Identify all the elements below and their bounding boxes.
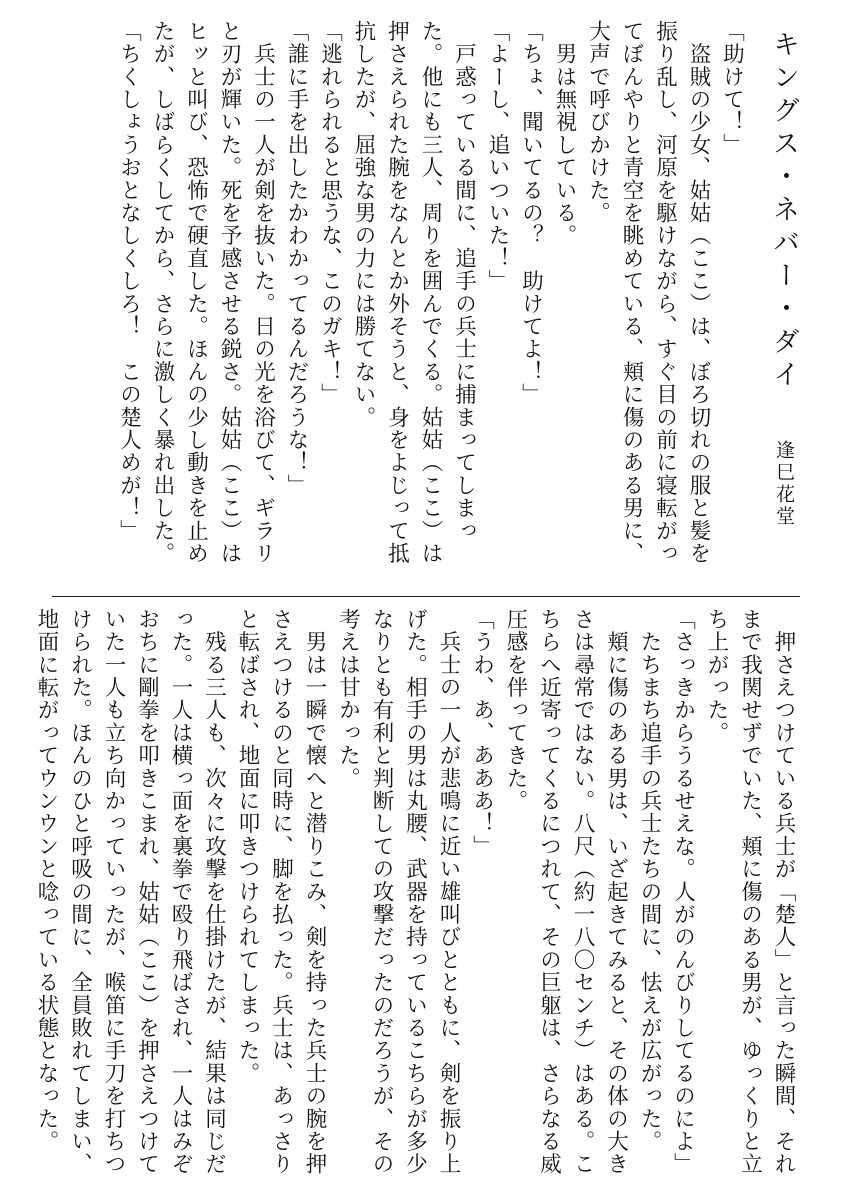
paragraph: 兵士の一人が剣を抜いた。日の光を浴びて、ギラリと刃が輝いた。死を予感させる鋭さ。姑姑（ここ）はヒッと叫び、恐怖で硬直した。ほんの少し動きを止めたが、しばらくしてから、さらに激しく暴れ出した。 (150, 20, 276, 565)
paragraph: 「逃れられると思うな、このガキ！」 (317, 20, 343, 406)
lower-section (34, 608, 800, 1178)
paragraph: 残る三人も、次々に攻撃を仕掛けたが、結果は同じだった。一人は横っ面を裏拳で殴り飛ばされ、一人はみぞおちに剛拳を叩きこまれ、姑姑（ここ）を押さえつけていた一人も立ち向かっていったが、喉笛に手刀を打ちつけられた。ほんのひと呼吸の間に、全員敗れてしまい、地面に転がってウンウンと唸っている状態となった。 (34, 608, 227, 1176)
paragraph: 盗賊の少女、姑姑（ここ）は、ぼろ切れの服と髪を振り乱し、河原を駆けながら、すぐ目の前に寝転がってぼんやりと青空を眺めている、頬に傷のある男に、大声で呼びかけた。 (585, 20, 711, 565)
paragraph: 「さっきからうるせえな。人がのんびりしてるのによ」 (670, 608, 696, 1176)
upper-section (60, 20, 800, 585)
author-name: 逢巳花堂 (773, 440, 795, 528)
paragraph: 「うわ、あ、あああ！」 (469, 608, 495, 858)
paragraph: 頬に傷のある男は、いざ起きてみると、その体の大きさは尋常ではない。八尺（約一八〇センチ）はある。こちらへ近寄ってくるにつれて、その巨躯は、さらなる威圧感を伴ってきた。 (503, 608, 629, 1176)
paragraph: 「誰に手を出したかわかってるんだろうな！」 (284, 20, 309, 497)
paragraph: 「ちょ、聞いてるの？ 助けてよ！」 (518, 20, 544, 406)
paragraph: 「ちくしょうおとなしくしろ！ この楚人めが！」 (116, 20, 142, 543)
paragraph: 兵士の一人が悲鳴に近い雄叫びとともに、剣を振り上げた。相手の男は丸腰、武器を持っているこちらが多少なりとも有利と判断しての攻撃だったのだろうが、その考えは甘かった。 (335, 608, 461, 1176)
paragraph: 戸惑っている間に、追手の兵士に捕まってしまった。他にも三人、周りを囲んでくる。姑姑（ここ）は押さえられた腕をなんとか外そうと、身をよじって抵抗したが、屈強な男の力には勝てない。 (351, 20, 477, 565)
paragraph: 「助けて！」 (719, 20, 745, 157)
paragraph: 押さえつけている兵士が「楚人」と言った瞬間、それまで我関せずでいた、頬に傷のある男が、ゆっくりと立ち上がった。 (704, 608, 796, 1176)
section-divider (52, 596, 800, 597)
paragraph: 男は一瞬で懐へと潜りこみ、剣を持った兵士の腕を押さえつけるのと同時に、脚を払った。兵士は、あっさりと転ばされ、地面に叩きつけられてしまった。 (235, 608, 327, 1176)
paragraph: 男は無視している。 (552, 20, 577, 247)
paragraph: たちまち追手の兵士たちの間に、怯えが広がった。 (637, 608, 662, 1153)
paragraph: 「よーし、追いついた！」 (485, 20, 510, 293)
story-title: キングス・ネバー・ダイ (768, 30, 799, 393)
